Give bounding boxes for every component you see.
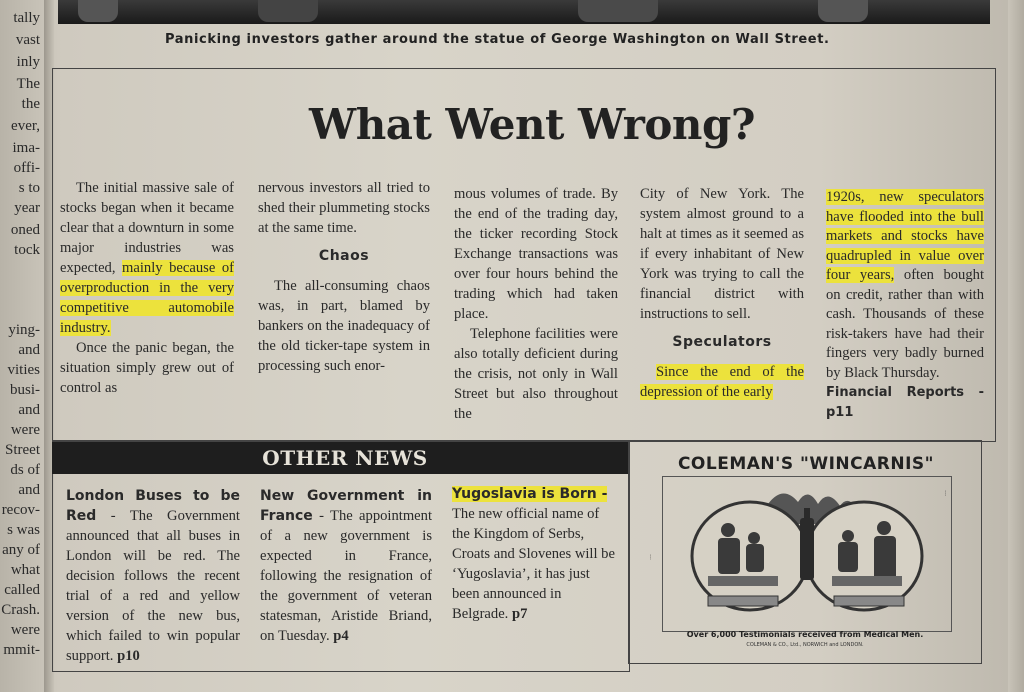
left-fragment-line: were [10,422,40,438]
news-item-france [260,486,432,646]
article-column-4 [640,184,804,402]
news-item-buses [66,486,240,666]
news-body: The new official name of the Kingdom of Serbs, Croats and Slovenes will be ‘Yugoslavia’, it has just been announced in Belgrade. [452,506,615,622]
col3-paragraph-2: Telephone facilities were also totally deficient during the crisis, not only in Wall Street but also throughout the [454,326,618,422]
news-headline: London Buses to be Red [66,488,240,524]
news-headline: Yugoslavia is Born - [452,486,608,502]
highlighted-text: 1920s, new speculators have flooded into the bull markets and stocks have quadrupled in value over four years, [826,189,984,283]
news-page-ref: p7 [511,606,528,622]
left-fragment-line: and [18,342,40,358]
advert-illustration [688,484,926,622]
left-fragment-line: inly [16,54,40,70]
subhead-chaos: Chaos [318,248,370,264]
advert-footer: Over 6,000 Testimonials received from Medical Men. [686,630,924,639]
left-fragment-line: Street [5,442,40,458]
col2-paragraph-1: nervous investors all tried to shed their plummeting stocks at the same time. [258,180,430,236]
news-page-ref: p10 [117,648,140,664]
news-body: - The appointment of a new government is expected in France, following the resignation of the government of veteran statesman, Aristide Briand, on Tuesday. [260,508,432,644]
left-fragment-line: ima- [12,140,40,156]
left-fragment-line: year [14,200,40,216]
article-column-2 [258,178,430,376]
col4-paragraph-2 [640,362,804,402]
left-fragment-line: ds of [10,462,40,478]
advert-footer-small: COLEMAN & CO., Ltd., NORWICH and LONDON. [746,642,864,648]
left-fragment-line: ying- [8,322,40,338]
photo-caption: Panicking investors gather around the statue of George Washington on Wall Street. [165,32,830,47]
left-fragment-line: vities [7,362,40,378]
subhead-speculators: Speculators [672,334,772,350]
advert-title: COLEMAN'S "WINCARNIS" [677,454,935,474]
left-fragment-line: any of [2,542,40,558]
left-fragment-line: were [10,622,40,638]
news-item-yugoslavia [452,484,618,624]
left-fragment-line: s to [18,180,40,196]
photo-wall-street [58,0,990,24]
left-fragment-line: vast [15,32,40,48]
right-oval-scene [806,502,922,610]
left-fragment-line: tock [14,242,40,258]
article-column-1 [60,178,234,398]
news-headline: New Government in France [260,488,432,524]
left-fragment-line: mmit- [3,642,40,658]
left-fragment-line: The [16,76,40,92]
article-column-3 [454,184,618,424]
col5-text: often bought on credit, rather than with cash. Thousands of these risk-takers have had their fingers very badly burned by Black Thursday. [826,267,984,381]
left-fragment-line: and [18,402,40,418]
highlighted-text: Since the end of the depression of the early [640,364,804,400]
col4-paragraph-1: City of New York. The system almost ground to a halt at times as it seemed as if every inhabitant of New York was trying to call the financial district with instructions to sell. [640,186,804,322]
left-fragment-line: what [10,562,40,578]
frame-edge [1008,0,1024,692]
left-fragment-line: and [18,482,40,498]
news-page-ref: p4 [333,628,349,644]
col5-paragraph-1 [826,188,984,383]
bottle-shape [800,518,814,580]
left-fragment-line: busi- [10,382,40,398]
left-fragment-line: called [4,582,40,598]
other-news-title: OTHER NEWS [262,446,428,470]
left-fragment-line: s was [7,522,40,538]
col1-paragraph-2: Once the panic began, the situation simply grew out of control as [60,340,234,396]
news-body: - The Government announced that all buses in London will be red. The decision follows the recent trial of a red and yellow version of the new bus, which failed to win popular support. [66,508,240,664]
col2-paragraph-2: The all-consuming chaos was, in part, blamed by bankers on the inadequacy of the old ticker-tape system in processing such enor- [258,278,430,374]
advert-side-text-left: … [646,554,653,560]
col3-paragraph-1: mous volumes of trade. By the end of the trading day, the ticker recording Stock Exchange transactions was over four hours behind the trading which had taken place. [454,186,618,322]
col1-text: The initial massive sale of stocks began when it became clear that a downturn in some major industries was expected, [60,180,234,276]
left-fragment-line: ever, [11,118,40,134]
article-footer-ref: Financial Reports - p11 [826,385,984,420]
left-fragment-line: offi- [13,160,40,176]
article-column-5 [826,188,984,422]
highlighted-text: mainly because of overproduction in the very competitive automobile industry. [60,260,234,336]
left-fragment-line: recov- [1,502,40,518]
article-headline: What Went Wrong? [309,100,755,149]
advert-side-text-right: … [943,490,950,496]
left-fragment-line: the [21,96,40,112]
left-fragment-line: tally [13,10,40,26]
left-fragment-line: oned [10,222,40,238]
left-fragment-line: Crash. [1,602,40,618]
col1-paragraph-1 [60,178,234,338]
